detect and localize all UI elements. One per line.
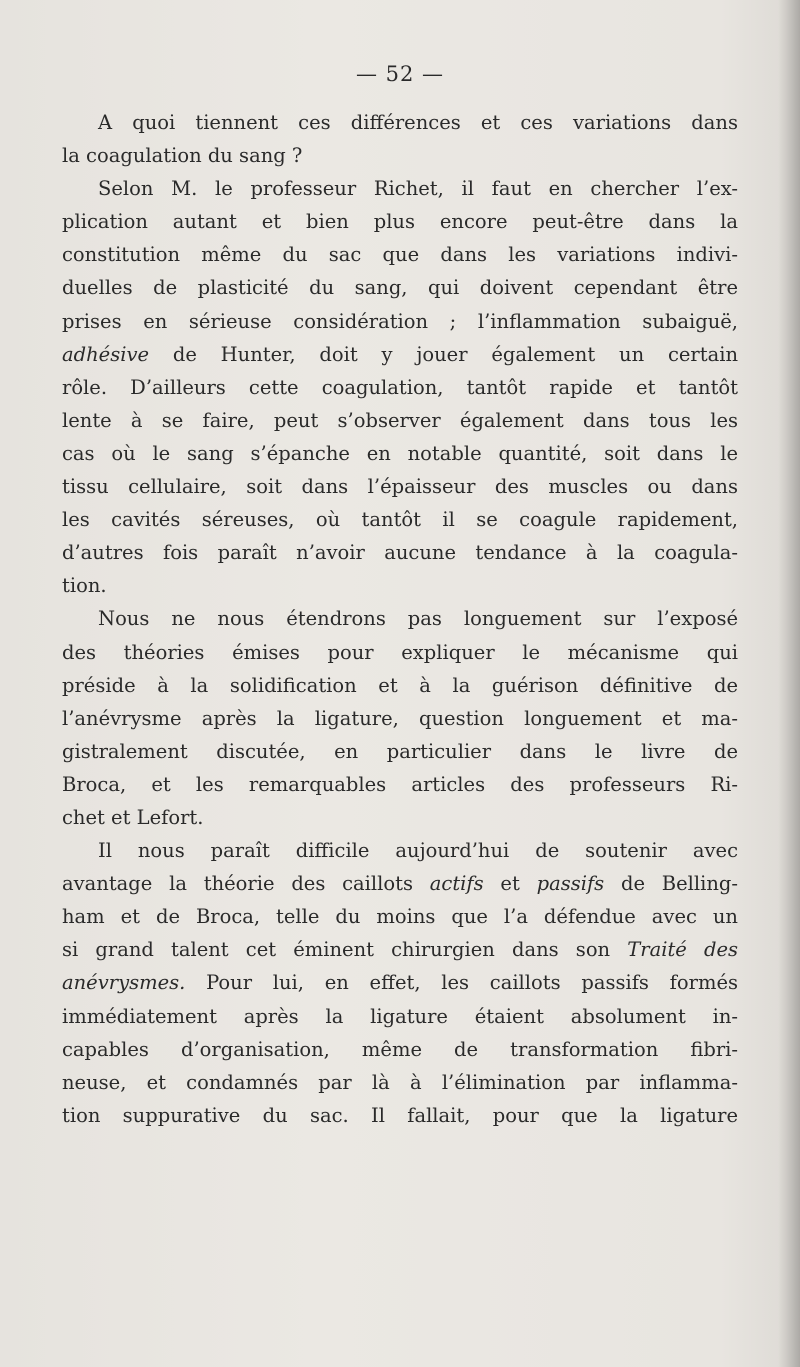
text-line xyxy=(62,636,738,669)
text-segment: chet et Lefort. xyxy=(62,805,204,829)
text-line xyxy=(62,834,738,867)
text-segment: Pour lui, en effet, les caillots passifs formés xyxy=(185,971,738,995)
text-line xyxy=(62,139,738,172)
text-segment: et xyxy=(483,872,537,896)
text-segment: lente à se faire, peut s’observer également dans tous les xyxy=(62,408,738,432)
text-segment: si grand talent cet éminent chirurgien dans son xyxy=(62,938,628,962)
italic-text: anévrysmes. xyxy=(62,971,186,995)
text-segment: cas où le sang s’épanche en notable quantité, soit dans le xyxy=(62,441,738,465)
text-segment: préside à la solidification et à la guérison définitive de xyxy=(62,673,738,697)
text-segment: A quoi tiennent ces différences et ces variations dans xyxy=(98,111,738,134)
text-line xyxy=(62,338,738,371)
text-segment: ham et de Broca, telle du moins que l’a défendue avec un xyxy=(62,905,738,929)
text-line xyxy=(62,569,738,602)
text-line xyxy=(62,801,738,834)
text-line xyxy=(62,205,738,238)
text-line xyxy=(62,503,738,536)
text-segment: la coagulation du sang ? xyxy=(62,144,303,168)
text-line xyxy=(62,1066,738,1099)
page-number: — 52 — xyxy=(355,62,445,86)
italic-text: passifs xyxy=(536,872,605,896)
text-line xyxy=(62,172,738,205)
text-line xyxy=(62,669,738,702)
text-segment: Nous ne nous étendrons pas longuement sur l’exposé xyxy=(98,607,738,631)
text-segment: les cavités séreuses, où tantôt il se coagule rapidement, xyxy=(62,508,738,532)
text-line xyxy=(62,1033,738,1066)
text-segment: neuse, et condamnés par là à l’élimination par inflamma- xyxy=(62,1070,738,1094)
text-line xyxy=(62,933,738,966)
text-line xyxy=(62,371,738,404)
italic-text: adhésive xyxy=(62,342,150,366)
body-text xyxy=(62,106,738,1132)
text-segment: tion suppurative du sac. Il fallait, pour que la ligature xyxy=(62,1103,738,1127)
text-segment: gistralement discutée, en particulier dans le livre de xyxy=(62,739,738,763)
text-line xyxy=(62,1099,738,1132)
text-segment: des théories émises pour expliquer le mécanisme qui xyxy=(62,640,738,664)
text-segment: duelles de plasticité du sang, qui doivent cependant être xyxy=(62,276,738,300)
text-line xyxy=(62,702,738,735)
text-line xyxy=(62,271,738,304)
text-segment: rôle. D’ailleurs cette coagulation, tantôt rapide et tantôt xyxy=(62,375,738,399)
text-segment: constitution même du sac que dans les variations indivi- xyxy=(62,243,738,267)
text-line xyxy=(62,1000,738,1033)
text-segment: de Hunter, doit y jouer également un certain xyxy=(149,342,738,366)
text-line xyxy=(62,305,738,338)
text-line xyxy=(62,404,738,437)
text-line xyxy=(62,238,738,271)
text-line xyxy=(62,867,738,900)
italic-text: Traité des xyxy=(627,938,739,962)
text-line xyxy=(62,966,738,999)
text-line xyxy=(62,900,738,933)
text-segment: avantage la théorie des caillots xyxy=(62,872,430,896)
text-line xyxy=(62,470,738,503)
text-segment: Broca, et les remarquables articles des professeurs Ri- xyxy=(62,772,738,796)
text-segment: d’autres fois paraît n’avoir aucune tendance à la coagula- xyxy=(62,541,738,565)
text-segment: tion. xyxy=(62,574,107,598)
text-segment: l’anévrysme après la ligature, question longuement et ma- xyxy=(62,706,738,730)
text-segment: Selon M. le professeur Richet, il faut en chercher l’ex- xyxy=(98,177,738,201)
page-edge-shadow xyxy=(778,0,800,1367)
text-line xyxy=(62,106,738,139)
text-segment: immédiatement après la ligature étaient absolument in- xyxy=(62,1004,738,1028)
text-segment: de Belling- xyxy=(604,872,738,896)
text-segment: Il nous paraît difficile aujourd’hui de soutenir avec xyxy=(98,839,738,863)
text-line xyxy=(62,735,738,768)
text-segment: capables d’organisation, même de transformation fibri- xyxy=(62,1037,738,1061)
text-segment: tissu cellulaire, soit dans l’épaisseur des muscles ou dans xyxy=(62,475,738,499)
text-segment: prises en sérieuse considération ; l’inflammation subaiguë, xyxy=(62,309,738,333)
italic-text: actifs xyxy=(429,872,484,896)
text-segment: plication autant et bien plus encore peut-être dans la xyxy=(62,210,738,234)
text-line xyxy=(62,768,738,801)
text-line xyxy=(62,536,738,569)
text-line xyxy=(62,602,738,635)
text-line xyxy=(62,437,738,470)
